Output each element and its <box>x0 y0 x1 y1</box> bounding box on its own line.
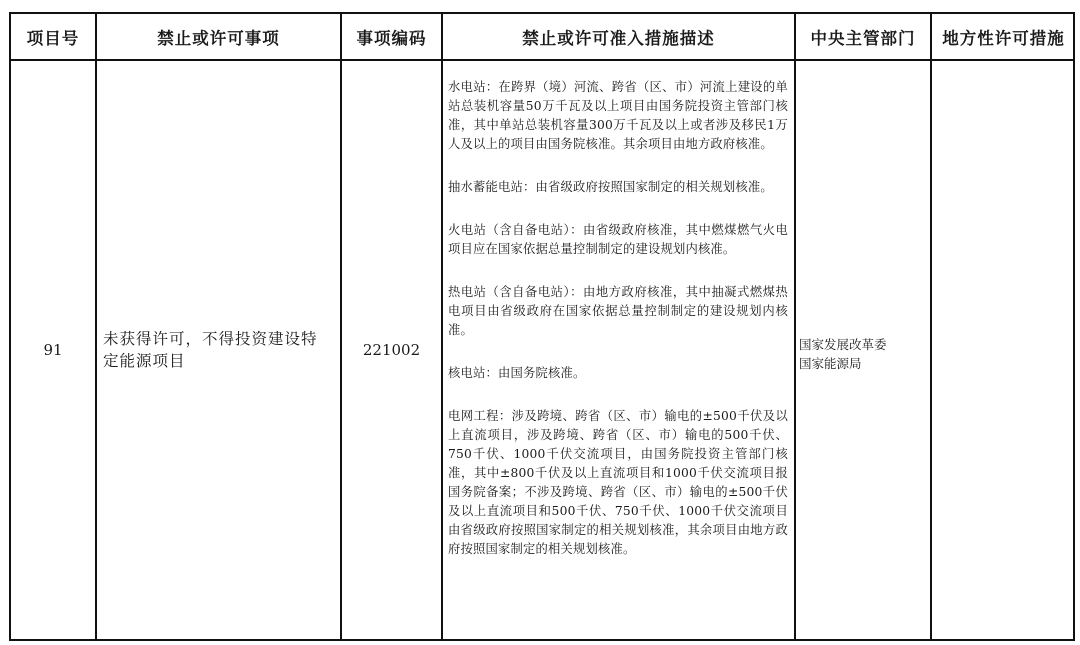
header-code: 事项编码 <box>342 14 441 61</box>
measure-hydropower: 水电站：在跨界（境）河流、跨省（区、市）河流上建设的单站总装机容量50万千瓦及以上项目由国务院投资主管部门核准，其中单站总装机容量300万千瓦及以上或者涉及移民1万人及以上的项目由国务院核准。其余项目由地方政府核准。 <box>448 80 788 151</box>
item-number-text: 91 <box>43 341 63 359</box>
measure-cogeneration: 热电站（含自备电站）：由地方政府核准，其中抽凝式燃煤热电项目由省级政府在国家依据总量控制制定的建设规划内核准。 <box>448 285 788 337</box>
cell-item-number <box>11 61 95 639</box>
header-measures: 禁止或许可准入措施描述 <box>443 14 794 61</box>
column-departments <box>796 14 932 639</box>
department-nea: 国家能源局 <box>799 356 862 371</box>
header-departments: 中央主管部门 <box>796 14 930 61</box>
cell-matter <box>97 61 340 639</box>
code-text: 221002 <box>362 341 421 359</box>
measure-nuclear: 核电站：由国务院核准。 <box>448 366 586 380</box>
column-matter <box>97 14 342 639</box>
cell-code <box>342 61 441 639</box>
column-item-number <box>11 14 97 639</box>
column-code <box>342 14 443 639</box>
regulation-table <box>9 12 1075 641</box>
header-matter: 禁止或许可事项 <box>97 14 340 61</box>
column-measures <box>443 14 796 639</box>
measure-thermal-power: 火电站（含自备电站）：由省级政府核准，其中燃煤燃气火电项目应在国家依据总量控制制定的建设规划内核准。 <box>448 223 788 256</box>
matter-text: 未获得许可，不得投资建设特定能源项目 <box>103 330 318 370</box>
column-local-measures <box>932 14 1075 639</box>
header-item-number: 项目号 <box>11 14 95 61</box>
cell-measures <box>443 61 794 639</box>
measure-pumped-storage: 抽水蓄能电站：由省级政府按照国家制定的相关规划核准。 <box>448 180 773 194</box>
cell-departments <box>796 61 930 639</box>
department-ndrc: 国家发展改革委 <box>799 337 887 352</box>
cell-local-measures <box>932 61 1075 639</box>
header-local-measures: 地方性许可措施 <box>932 14 1075 61</box>
measure-power-grid: 电网工程：涉及跨境、跨省（区、市）输电的±500千伏及以上直流项目，涉及跨境、跨省（区、市）输电的500千伏、750千伏、1000千伏交流项目，由国务院投资主管部门核准，其中±800千伏及以上直流项目和1000千伏交流项目报国务院备案；不涉及跨境、跨省（区、市）输电的±500千伏及以上直流项目和500千伏、750千伏、1000千伏交流项目由省级政府按照国家制定的相关规划核准，其余项目由地方政府按照国家制定的相关规划核准。 <box>448 409 788 556</box>
